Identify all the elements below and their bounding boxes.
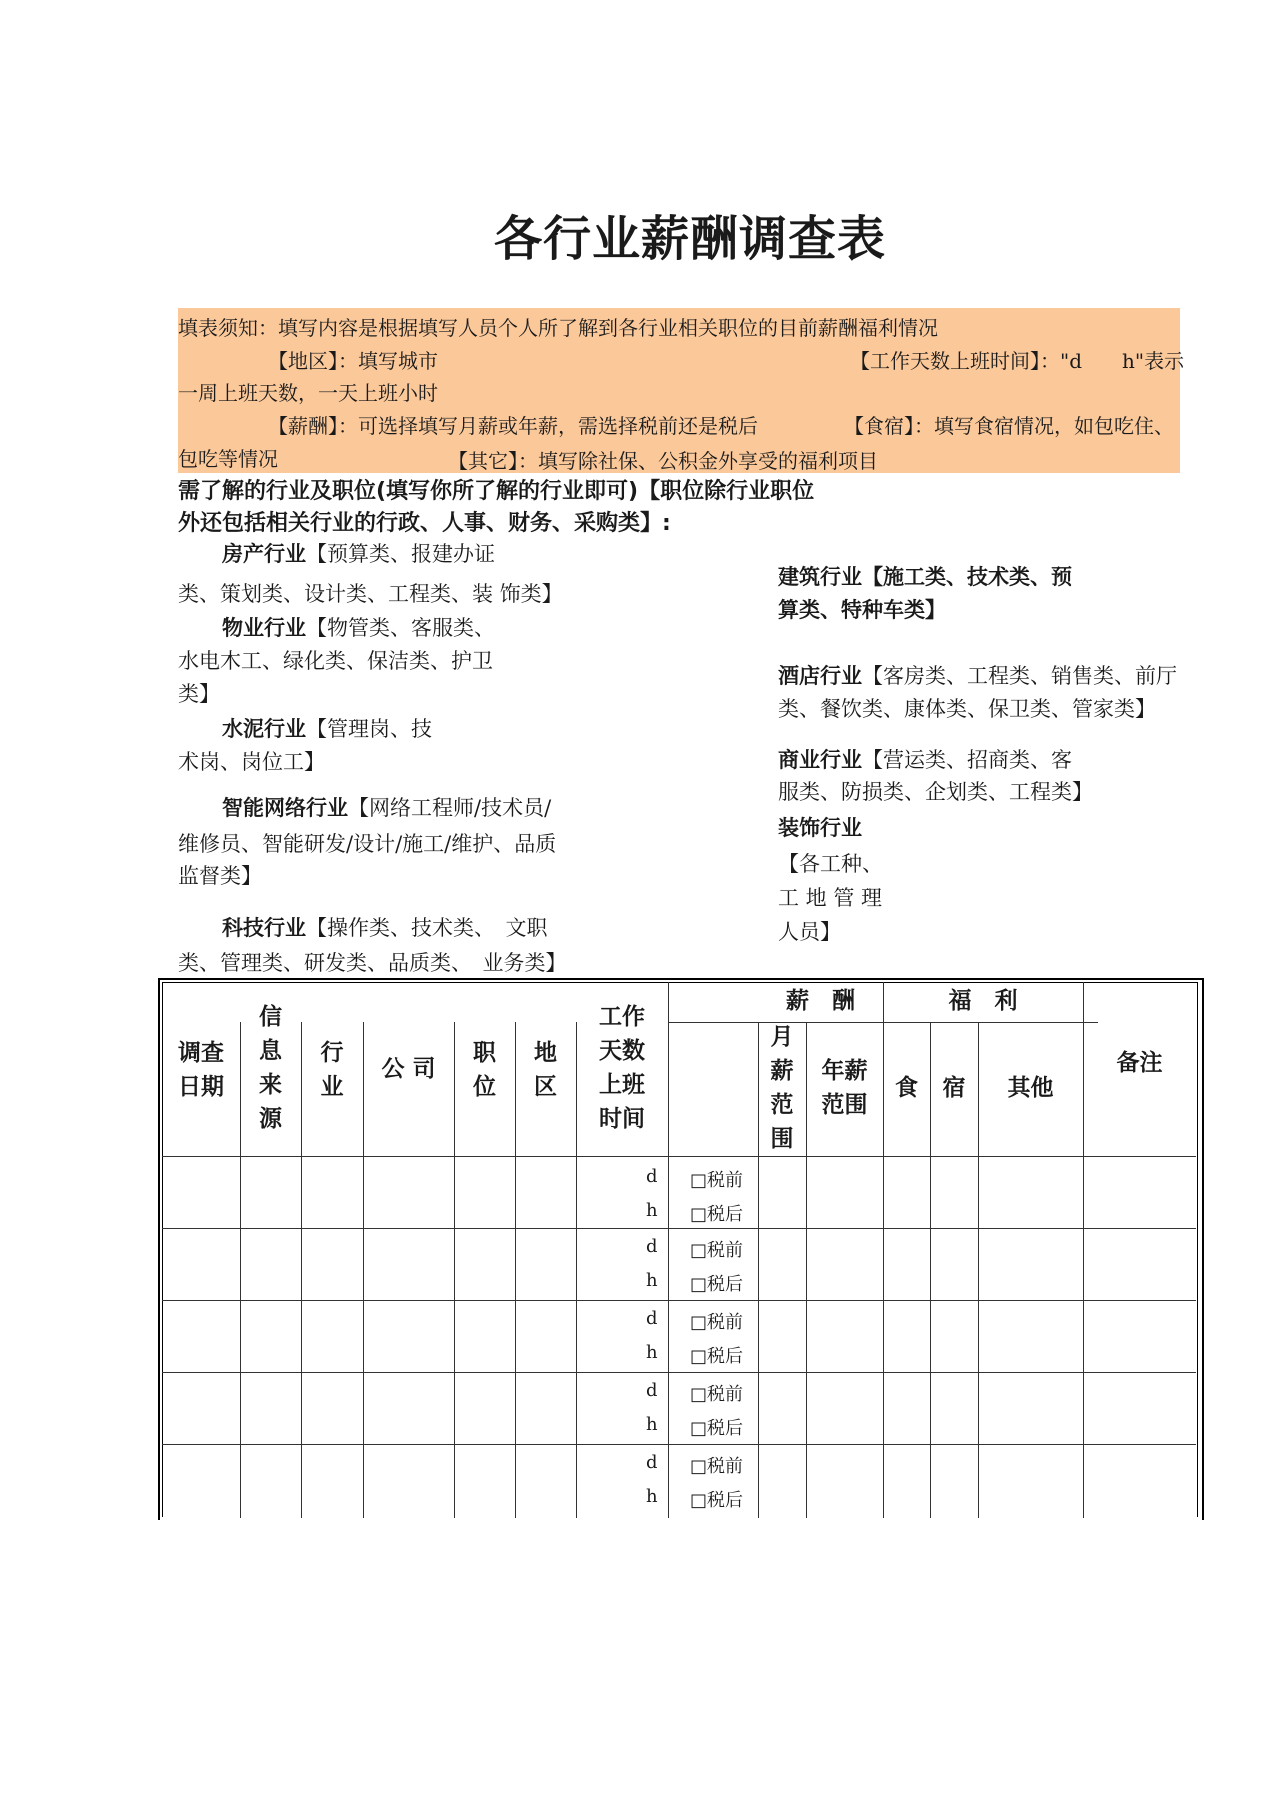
notice-other bbox=[448, 445, 878, 474]
row-5-posttax-checkbox[interactable]: □税后 bbox=[690, 1490, 744, 1511]
industry-property-a: 【物管类、客服类、 bbox=[306, 616, 495, 640]
notice-region-text: 填写城市 bbox=[358, 349, 438, 373]
row-1-posttax-checkbox[interactable]: □税后 bbox=[690, 1204, 744, 1225]
industry-commerce-a: 【营运类、招商类、客 bbox=[862, 748, 1072, 772]
row-3-posttax-checkbox[interactable]: □税后 bbox=[690, 1346, 744, 1367]
col-line-7 bbox=[668, 982, 669, 1518]
row-2-posttax-checkbox[interactable]: □税后 bbox=[690, 1274, 744, 1295]
header-region: 地 区 bbox=[534, 1040, 557, 1100]
required-line-1: 需了解的行业及职位(填写你所了解的行业即可)【职位除行业职位 bbox=[178, 479, 815, 504]
notice-line-1: 填表须知：填写内容是根据填写人员个人所了解到各行业相关职位的目前薪酬福利情况 bbox=[178, 316, 938, 340]
industry-network bbox=[222, 792, 551, 822]
industry-commerce-b: 服类、防损类、企划类、工程类】 bbox=[778, 780, 1093, 804]
industry-cement-a: 【管理岗、技 bbox=[306, 717, 432, 741]
industry-decoration-c: 人员】 bbox=[778, 920, 841, 944]
industry-property-c: 类】 bbox=[178, 682, 220, 706]
row-2-hours[interactable]: h bbox=[646, 1270, 658, 1291]
header-remark: 备注 bbox=[1116, 1050, 1163, 1076]
row-line-1 bbox=[162, 1228, 1196, 1229]
row-4-posttax-checkbox[interactable]: □税后 bbox=[690, 1418, 744, 1439]
row-line-2 bbox=[162, 1300, 1196, 1301]
page-title: 各行业薪酬调查表 bbox=[493, 211, 886, 267]
industry-tech-a: 【操作类、技术类、 文职 bbox=[306, 916, 548, 940]
header-salary: 薪 酬 bbox=[786, 988, 855, 1014]
notice-line-5: 包吃等情况 bbox=[178, 447, 278, 471]
notice-region bbox=[268, 345, 438, 374]
industry-hotel bbox=[778, 660, 1177, 690]
row-5-pretax-checkbox[interactable]: □税前 bbox=[690, 1456, 744, 1477]
row-4-hours[interactable]: h bbox=[646, 1414, 658, 1435]
industry-decoration-a: 【各工种、 bbox=[778, 852, 883, 876]
industry-decoration-b: 工 地 管 理 bbox=[778, 886, 883, 910]
industry-realestate bbox=[222, 538, 495, 568]
header-company: 公 司 bbox=[381, 1056, 436, 1082]
row-3-days[interactable]: d bbox=[646, 1308, 658, 1329]
industry-hotel-b: 类、餐饮类、康体类、保卫类、管家类】 bbox=[778, 697, 1156, 721]
header-industry: 行 业 bbox=[320, 1040, 344, 1100]
industry-network-b: 维修员、智能研发/设计/施工/维护、品质 bbox=[178, 832, 557, 856]
row-4-days[interactable]: d bbox=[646, 1380, 658, 1401]
notice-food-text: 填写食宿情况，如包吃住、 bbox=[934, 414, 1174, 438]
industry-network-c: 监督类】 bbox=[178, 864, 262, 888]
header-yearly: 年薪 范围 bbox=[821, 1058, 868, 1118]
row-1-pretax-checkbox[interactable]: □税前 bbox=[690, 1170, 744, 1191]
industry-cement-b: 术岗、岗位工】 bbox=[178, 750, 325, 774]
notice-salary bbox=[268, 410, 758, 439]
header-date: 调查 日期 bbox=[178, 1040, 224, 1100]
industry-hotel-a: 【客房类、工程类、销售类、前厅 bbox=[862, 664, 1177, 688]
notice-salary-text: 可选择填写月薪或年薪，需选择税前还是税后 bbox=[358, 414, 758, 438]
industry-realestate-a: 【预算类、报建办证 bbox=[306, 542, 495, 566]
industry-construction-b: 算类、特种车类】 bbox=[778, 598, 946, 622]
industry-property-name: 物业行业 bbox=[222, 616, 306, 640]
notice-salary-label: 【薪酬】： bbox=[268, 414, 358, 438]
header-other: 其他 bbox=[1007, 1075, 1054, 1101]
industry-cement-name: 水泥行业 bbox=[222, 717, 306, 741]
header-lodging: 宿 bbox=[942, 1075, 966, 1101]
row-line-4 bbox=[162, 1444, 1196, 1445]
notice-region-label: 【地区】： bbox=[268, 349, 358, 373]
notice-workdays-text: "d h"表示 bbox=[1060, 349, 1185, 373]
row-2-days[interactable]: d bbox=[646, 1236, 658, 1257]
col-line-10 bbox=[883, 982, 884, 1518]
industry-construction-a: 建筑行业【施工类、技术类、预 bbox=[778, 565, 1072, 589]
header-welfare: 福 利 bbox=[948, 988, 1018, 1014]
notice-line-3: 一周上班天数，一天上班小时 bbox=[178, 381, 438, 405]
row-4-pretax-checkbox[interactable]: □税前 bbox=[690, 1384, 744, 1405]
industry-property bbox=[222, 612, 495, 642]
industry-hotel-name: 酒店行业 bbox=[778, 664, 862, 688]
header-workdays: 工作 天数 上班 时间 bbox=[599, 1004, 645, 1132]
header-monthly: 月 薪 范 围 bbox=[770, 1024, 794, 1152]
industry-cement bbox=[222, 713, 432, 743]
notice-workdays-label: 【工作天数上班时间】： bbox=[850, 349, 1060, 373]
row-1-hours[interactable]: h bbox=[646, 1200, 658, 1221]
header-source: 信 息 来 源 bbox=[259, 1004, 282, 1132]
industry-tech-name: 科技行业 bbox=[222, 916, 306, 940]
notice-food bbox=[844, 410, 1174, 439]
notice-workdays bbox=[850, 345, 1184, 374]
industry-network-name: 智能网络行业 bbox=[222, 796, 348, 820]
row-5-days[interactable]: d bbox=[646, 1452, 658, 1473]
notice-food-label: 【食宿】： bbox=[844, 414, 934, 438]
industry-realestate-b: 类、策划类、设计类、工程类、装 饰类】 bbox=[178, 582, 563, 606]
industry-realestate-name: 房产行业 bbox=[222, 542, 306, 566]
industry-tech-b: 类、管理类、研发类、品质类、 业务类】 bbox=[178, 951, 567, 975]
header-bottom-line bbox=[162, 1156, 1196, 1157]
notice-other-text: 填写除社保、公积金外享受的福利项目 bbox=[538, 449, 878, 473]
row-1-days[interactable]: d bbox=[646, 1166, 658, 1187]
industry-commerce bbox=[778, 744, 1072, 774]
industry-commerce-name: 商业行业 bbox=[778, 748, 862, 772]
header-food: 食 bbox=[895, 1075, 918, 1101]
industry-property-b: 水电木工、绿化类、保洁类、护卫 bbox=[178, 649, 493, 673]
required-line-2: 外还包括相关行业的行政、人事、财务、采购类】: bbox=[178, 511, 671, 536]
industry-tech bbox=[222, 912, 548, 942]
header-position: 职 位 bbox=[473, 1040, 496, 1100]
notice-other-label: 【其它】： bbox=[448, 449, 538, 473]
row-2-pretax-checkbox[interactable]: □税前 bbox=[690, 1240, 744, 1261]
row-3-hours[interactable]: h bbox=[646, 1342, 658, 1363]
industry-decoration-name: 装饰行业 bbox=[778, 816, 862, 840]
row-5-hours[interactable]: h bbox=[646, 1486, 658, 1507]
row-3-pretax-checkbox[interactable]: □税前 bbox=[690, 1312, 744, 1333]
survey-table bbox=[158, 978, 1202, 1512]
row-line-3 bbox=[162, 1372, 1196, 1373]
industry-network-a: 【网络工程师/技术员/ bbox=[348, 796, 552, 820]
